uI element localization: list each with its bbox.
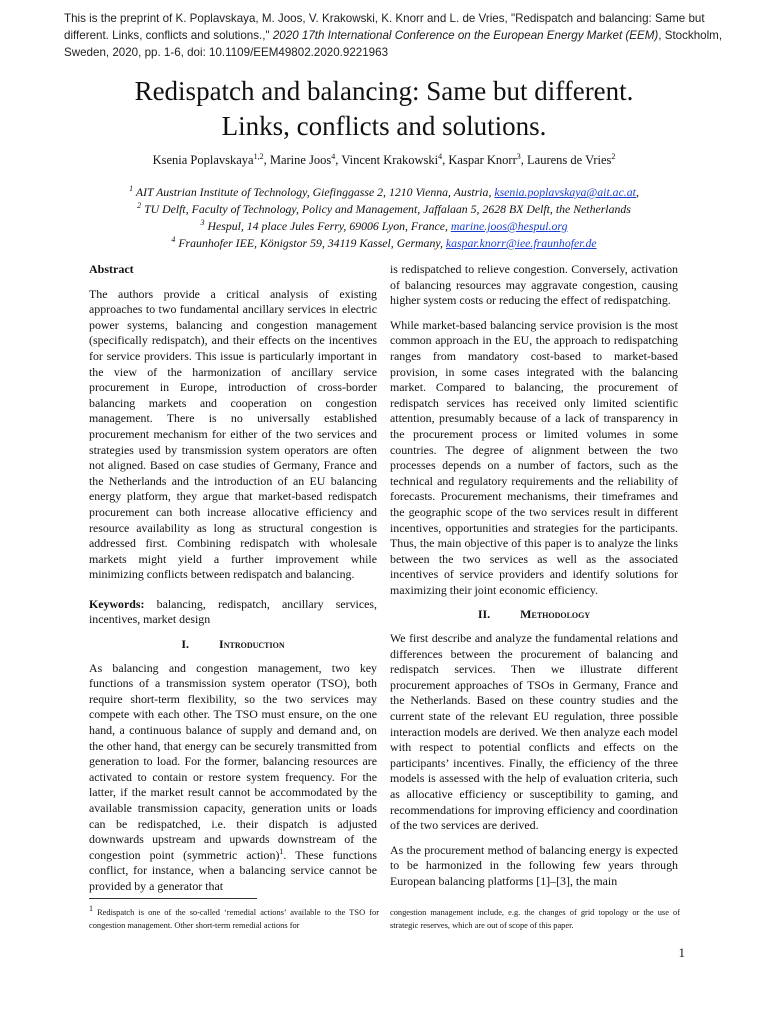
intro-text-b: . These functions conflict, for instance, when a balancing service cannot be provided by a generator that (89, 847, 377, 893)
author-affiliation-marker: 1,2 (253, 151, 264, 161)
intro-text-a: As balancing and congestion management, two key functions of a transmission system operator (TSO), both require short-term flexibility, so the two services may compete with each other. The TSO must ensure, on the one hand, a continuous balance of supply and demand and, on the other hand, that energy can be securely transmitted from generation to load. For the former, balancing resources are activated to contain or restore system frequency. For the latter, if the market result cannot be accommodated by the available transmission capacity, generation units or loads can be redispatched, i.e. their dispatch is adjusted downwards upstream and upwards downstream of the congestion point (symmetric action) (89, 660, 377, 862)
footnote-right: congestion management include, e.g. the changes of grid topology or the use of strategic reserves, which are out of scope of this paper. (390, 908, 680, 930)
author-name: Kaspar Knorr (448, 153, 517, 167)
author-separator: , (335, 153, 342, 167)
author-name: Ksenia Poplavskaya (152, 153, 254, 167)
affiliation-line (60, 201, 708, 218)
body-paragraph: is redispatched to relieve congestion. Conversely, activation of balancing resources may aggravate congestion, causing higher system costs or reducing the effect of redispatching. (390, 262, 678, 308)
keywords-label: Keywords: (89, 596, 145, 611)
methodology-paragraph: We first describe and analyze the fundamental relations and differences between the procurement of balancing and redispatch services. Then we illustrate different procurement approaches of TSOs in Germany, France and the Netherlands. Based on these country studies and the current state of the relevant EU regulation, three possible interaction models are derived. We then analyze each model with respect to potential conflicts and effects on the participants’ incentives. Finally, the efficiency of the three models is assessed with the help of evaluation criteria, such as allocative efficiency or susceptibility to gaming, and recommendations for improving efficiency and coordination of the two services are derived. (390, 631, 678, 833)
section-title: Methodology (520, 607, 591, 622)
affiliation-line (60, 235, 708, 252)
methodology-paragraph: As the procurement method of balancing energy is expected to be harmonized in the following few years through European balancing platforms [1]–[3], the main (390, 842, 678, 888)
footnote-rule (89, 898, 257, 899)
section-title: Introduction (219, 637, 285, 652)
affiliation-marker: 4 (171, 235, 176, 245)
footnote-number: 1 (89, 904, 93, 914)
affiliation-line (60, 184, 708, 201)
footnote-marker[interactable]: 1 (279, 846, 284, 856)
affiliation-punct: , (635, 185, 639, 199)
keywords (89, 597, 377, 628)
author-list (60, 153, 708, 168)
author-affiliation-marker: 4 (438, 151, 443, 161)
paper-title (60, 74, 708, 144)
email-link[interactable]: kaspar.knorr@iee.fraunhofer.de (445, 236, 597, 250)
body-paragraph: While market-based balancing service provision is the most common approach in the EU, the approach to redispatching ranges from mandatory cost-based to market-based provision, in some cases integrated with the balancing market. Compared to balancing, the procurement of redispatch services has received only limited scientific attention, presumably because of a lack of transparency in the procurement process or limited volumes in some countries. The degree of alignment between the two processes depends on a number of factors, such as the technical and regulatory requirements and the reliability of forecasts. Procurement mechanisms, their timeframes and the geographic scope of the two services result in different incentives, opportunities and strategies for the participants. Thus, the main objective of this paper is to analyze the links between the two services as well as the associated incentives of service providers and identify solutions for maximizing their joint economic efficiency. (390, 317, 678, 597)
affiliation-text: Hespul, 14 place Jules Ferry, 69006 Lyon, France, (207, 219, 451, 233)
affiliation-text: AIT Austrian Institute of Technology, Giefinggasse 2, 1210 Vienna, Austria, (135, 185, 495, 199)
preprint-tail: , Stockholm, Sweden, 2020, pp. 1-6, doi: 10.1109/EEM49802.2020.9221963 (64, 29, 723, 59)
author-separator: , (442, 153, 449, 167)
page-number: 1 (678, 945, 685, 960)
section-heading-methodology (390, 607, 678, 623)
preprint-lead: This is the preprint of K. Poplavskaya, M. Joos, V. Krakowski, K. Knorr and L. de Vries, "Redispatch and balancing: Same but different. Links, conflicts and solutions.," (64, 12, 705, 42)
email-link[interactable]: marine.joos@hespul.org (450, 219, 568, 233)
abstract-heading: Abstract (89, 262, 134, 276)
author-name: Marine Joos (269, 153, 332, 167)
footnote-text: Redispatch is one of the so-called ‘remedial actions’ available to the TSO for congestion management. Other short-term remedial actions for (89, 908, 379, 930)
keywords-text: balancing, redispatch, ancillary services, incentives, market design (89, 596, 377, 627)
affiliation-line (60, 218, 708, 235)
title-line-2: Links, conflicts and solutions. (221, 111, 547, 141)
preprint-notice (64, 10, 724, 61)
affiliation-text: TU Delft, Faculty of Technology, Policy and Management, Jaffalaan 5, 2628 BX Delft, the Netherlands (144, 202, 631, 216)
abstract-text: The authors provide a critical analysis of existing approaches to two fundamental ancillary services in electric power systems, balancing and congestion management (specifically redispatch), and their effects on the incentives for service providers. This issue is particularly important in the view of the harmonization of ancillary service procurement in Europe, introduction of cross-border balancing markets and cooperation on congestion management. There is no universally established procurement mechanism for either of the two services and strategies used by transmission system operators are often not aligned. Based on case studies of Germany, France and the Netherlands and the introduction of an EU balancing energy platform, they argue that market-based redispatch procurement can both increase allocative efficiency and resource availability as long as structural congestion is addressed first. Combining redispatch with wholesale markets might yield a further improvement while minimizing conflicts between redispatch and balancing. (89, 286, 377, 582)
author-name: Laurens de Vries (527, 153, 612, 167)
author-affiliation-marker: 2 (611, 151, 616, 161)
author-name: Vincent Krakowski (341, 153, 439, 167)
right-column (390, 262, 678, 899)
author-separator: , (520, 153, 528, 167)
affiliation-marker: 2 (137, 201, 142, 211)
footnote-left (89, 904, 379, 932)
left-column (89, 262, 377, 904)
author-affiliation-marker: 4 (331, 151, 336, 161)
author-separator: , (263, 153, 270, 167)
affiliation-list (60, 184, 708, 252)
intro-paragraph (89, 661, 377, 895)
section-heading-introduction (89, 637, 377, 653)
section-number: I. (181, 637, 190, 652)
email-link[interactable]: ksenia.poplavskaya@ait.ac.at (494, 185, 636, 199)
section-number: II. (477, 607, 491, 622)
title-line-1: Redispatch and balancing: Same but different. (134, 76, 634, 106)
affiliation-text: Fraunhofer IEE, Königstor 59, 34119 Kassel, Germany, (178, 236, 446, 250)
author-affiliation-marker: 3 (516, 151, 521, 161)
affiliation-marker: 1 (129, 184, 134, 194)
preprint-venue: 2020 17th International Conference on the European Energy Market (EEM) (272, 29, 659, 42)
affiliation-marker: 3 (200, 218, 205, 228)
